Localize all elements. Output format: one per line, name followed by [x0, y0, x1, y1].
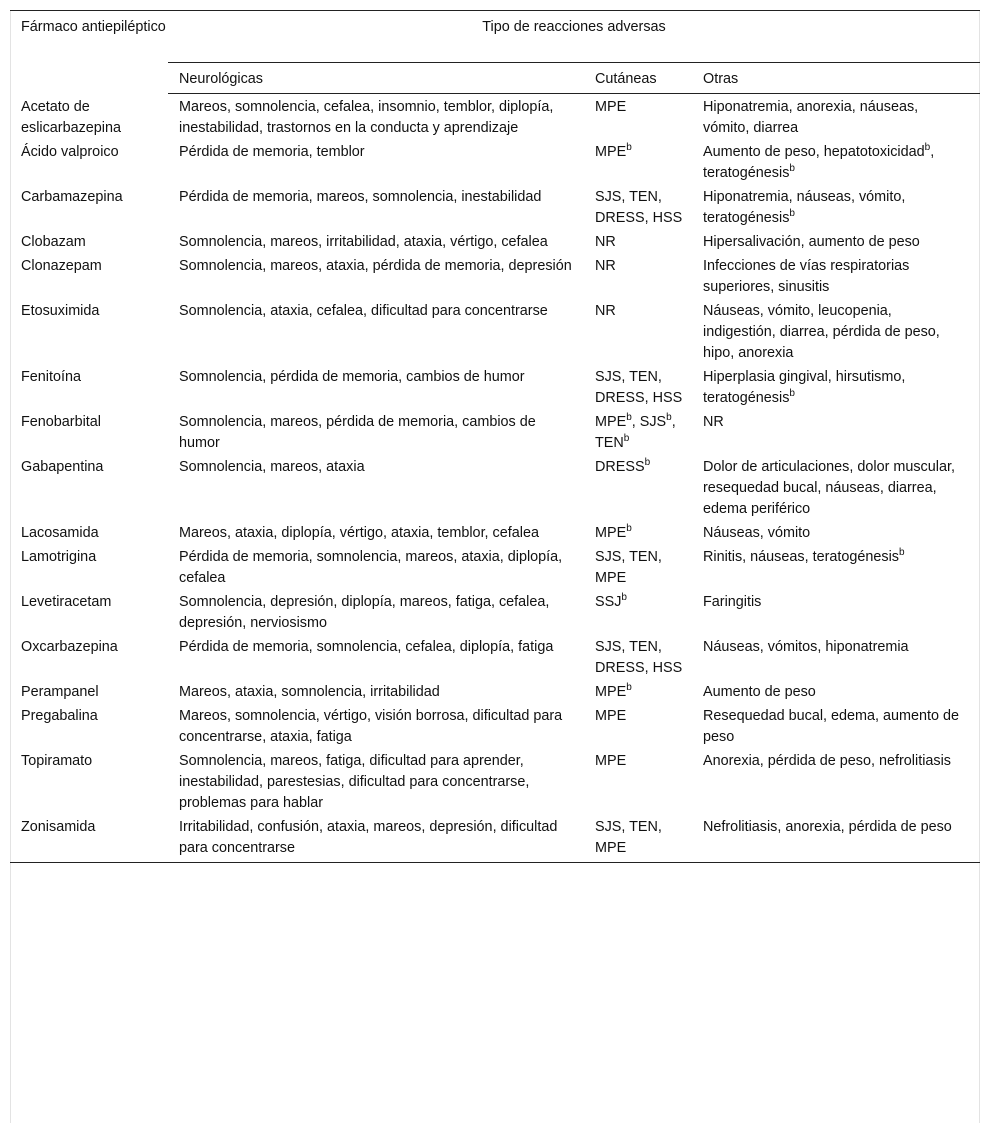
- header-row-group: [10, 11, 980, 63]
- cell-text: , teratogénesis: [703, 144, 935, 181]
- table-row: [10, 410, 980, 455]
- cell-drug: Clonazepam: [21, 258, 102, 274]
- cell-text: Infecciones de vías respiratorias superiores, sinusitis: [703, 258, 910, 295]
- header-otras: Otras: [692, 63, 980, 94]
- cell-otras: [692, 254, 980, 299]
- cell-text: Dolor de articulaciones, dolor muscular, resequedad bucal, náuseas, diarrea, edema periférico: [703, 459, 955, 517]
- cell-cutaneas: [584, 185, 692, 230]
- cell-otras: [692, 230, 980, 254]
- cell-text: , SJS: [631, 414, 667, 430]
- cell-drug: Clobazam: [21, 234, 86, 250]
- footnote-marker: b: [626, 523, 632, 535]
- cell-drug: Fenitoína: [21, 369, 82, 385]
- cell-text: MPE: [595, 708, 627, 724]
- table-row: [10, 94, 980, 141]
- cell-cutaneas: [584, 521, 692, 545]
- cell-cutaneas: [584, 410, 692, 455]
- cell-otras: [692, 455, 980, 521]
- cell-text: Aumento de peso, hepatotoxicidad: [703, 144, 925, 160]
- cell-drug: Lamotrigina: [21, 549, 97, 565]
- cell-text: MPE: [595, 414, 627, 430]
- footnote-marker: b: [626, 142, 632, 154]
- cell-text: MPE: [595, 144, 627, 160]
- cell-otras: [692, 185, 980, 230]
- header-drug: Fármaco antiepiléptico: [10, 11, 168, 94]
- footnote-marker: b: [626, 682, 632, 694]
- table-row: [10, 545, 980, 590]
- cell-neurologicas: Somnolencia, mareos, irritabilidad, ataxia, vértigo, cefalea: [179, 234, 548, 250]
- cell-cutaneas: [584, 365, 692, 410]
- cell-drug: Lacosamida: [21, 525, 99, 541]
- table-row: [10, 455, 980, 521]
- cell-neurologicas: Somnolencia, mareos, ataxia: [179, 459, 365, 475]
- footnote-marker: b: [789, 208, 795, 220]
- footnote-marker: b: [789, 163, 795, 175]
- cell-text: NR: [595, 234, 616, 250]
- cell-cutaneas: [584, 680, 692, 704]
- table-row: [10, 749, 980, 815]
- cell-text: Náuseas, vómitos, hiponatremia: [703, 639, 909, 655]
- cell-text: MPE: [595, 99, 627, 115]
- table-row: [10, 185, 980, 230]
- cell-text: NR: [595, 258, 616, 274]
- cell-drug: Gabapentina: [21, 459, 104, 475]
- cell-text: Náuseas, vómito: [703, 525, 811, 541]
- cell-drug: Etosuximida: [21, 303, 100, 319]
- cell-text: Hiperplasia gingival, hirsutismo, teratogénesis: [703, 369, 906, 406]
- cell-otras: [692, 545, 980, 590]
- footnote-marker: b: [623, 433, 630, 445]
- cell-cutaneas: [584, 590, 692, 635]
- cell-otras: [692, 749, 980, 815]
- adverse-reactions-table: [10, 10, 980, 863]
- cell-text: MPE: [595, 684, 627, 700]
- cell-text: Hipersalivación, aumento de peso: [703, 234, 920, 250]
- cell-text: MPE: [595, 525, 627, 541]
- cell-cutaneas: [584, 230, 692, 254]
- footnote-marker: b: [626, 412, 632, 424]
- cell-otras: [692, 410, 980, 455]
- table-body: [10, 94, 980, 863]
- cell-neurologicas: Pérdida de memoria, somnolencia, cefalea, diplopía, fatiga: [179, 639, 554, 655]
- cell-neurologicas: Mareos, ataxia, somnolencia, irritabilidad: [179, 684, 440, 700]
- table-row: [10, 680, 980, 704]
- footnote-marker: b: [789, 388, 795, 400]
- cell-otras: [692, 590, 980, 635]
- cell-text: SJS, TEN, DRESS, HSS: [595, 639, 683, 676]
- cell-otras: [692, 299, 980, 365]
- cell-otras: [692, 140, 980, 185]
- cell-otras: [692, 704, 980, 749]
- cell-neurologicas: Somnolencia, pérdida de memoria, cambios de humor: [179, 369, 525, 385]
- table-row: [10, 635, 980, 680]
- cell-neurologicas: Pérdida de memoria, mareos, somnolencia, inestabilidad: [179, 189, 542, 205]
- footnote-marker: b: [924, 142, 931, 154]
- cell-neurologicas: Somnolencia, mareos, pérdida de memoria, cambios de humor: [179, 414, 536, 451]
- cell-cutaneas: [584, 749, 692, 815]
- cell-neurologicas: Mareos, ataxia, diplopía, vértigo, ataxia, temblor, cefalea: [179, 525, 539, 541]
- cell-text: Hiponatremia, náuseas, vómito, teratogénesis: [703, 189, 906, 226]
- table-row: [10, 299, 980, 365]
- cell-text: Aumento de peso: [703, 684, 816, 700]
- cell-text: Náuseas, vómito, leucopenia, indigestión, diarrea, pérdida de peso, hipo, anorexia: [703, 303, 940, 361]
- cell-text: MPE: [595, 753, 627, 769]
- footnote-marker: b: [621, 592, 627, 604]
- cell-otras: [692, 521, 980, 545]
- cell-drug: Oxcarbazepina: [21, 639, 118, 655]
- cell-cutaneas: [584, 704, 692, 749]
- cell-text: Nefrolitiasis, anorexia, pérdida de peso: [703, 819, 952, 835]
- cell-drug: Acetato de eslicarbazepina: [21, 98, 121, 136]
- cell-text: Anorexia, pérdida de peso, nefrolitiasis: [703, 753, 951, 769]
- cell-text: Faringitis: [703, 594, 762, 610]
- cell-drug: Fenobarbital: [21, 414, 101, 430]
- table-row: [10, 254, 980, 299]
- cell-otras: [692, 680, 980, 704]
- cell-text: Rinitis, náuseas, teratogénesis: [703, 549, 899, 565]
- cell-neurologicas: Pérdida de memoria, somnolencia, mareos, ataxia, diplopía, cefalea: [179, 549, 563, 586]
- cell-cutaneas: [584, 299, 692, 365]
- cell-text: SJS, TEN, MPE: [595, 549, 662, 586]
- footnote-marker: b: [644, 457, 651, 469]
- cell-neurologicas: Mareos, somnolencia, vértigo, visión borrosa, dificultad para concentrarse, ataxia, fatiga: [179, 708, 563, 745]
- table-row: [10, 230, 980, 254]
- cell-cutaneas: [584, 140, 692, 185]
- cell-cutaneas: [584, 455, 692, 521]
- cell-neurologicas: Mareos, somnolencia, cefalea, insomnio, temblor, diplopía, inestabilidad, trastornos en la conducta y aprendizaje: [179, 99, 554, 136]
- footnote-marker: b: [898, 547, 905, 559]
- cell-neurologicas: Pérdida de memoria, temblor: [179, 144, 365, 160]
- table-row: [10, 590, 980, 635]
- cell-neurologicas: Somnolencia, ataxia, cefalea, dificultad para concentrarse: [179, 303, 548, 319]
- cell-text: SJS, TEN, DRESS, HSS: [595, 189, 683, 226]
- cell-text: SJS, TEN, MPE: [595, 819, 662, 856]
- cell-drug: Perampanel: [21, 684, 99, 700]
- cell-drug: Ácido valproico: [21, 144, 119, 160]
- cell-cutaneas: [584, 545, 692, 590]
- cell-text: Resequedad bucal, edema, aumento de peso: [703, 708, 960, 745]
- table-row: [10, 704, 980, 749]
- cell-text: NR: [595, 303, 616, 319]
- cell-text: DRESS: [595, 459, 645, 475]
- cell-cutaneas: [584, 254, 692, 299]
- cell-neurologicas: Somnolencia, depresión, diplopía, mareos, fatiga, cefalea, depresión, nerviosismo: [179, 594, 550, 631]
- cell-neurologicas: Somnolencia, mareos, fatiga, dificultad para aprender, inestabilidad, parestesias, dificultad para concentrarse, problemas para hablar: [179, 753, 530, 811]
- header-neurologicas: Neurológicas: [168, 63, 584, 94]
- cell-otras: [692, 815, 980, 863]
- header-cutaneas: Cutáneas: [584, 63, 692, 94]
- cell-cutaneas: [584, 94, 692, 141]
- cell-otras: [692, 94, 980, 141]
- cell-text: Hiponatremia, anorexia, náuseas, vómito, diarrea: [703, 99, 919, 136]
- cell-neurologicas: Somnolencia, mareos, ataxia, pérdida de memoria, depresión: [179, 258, 572, 274]
- cell-text: , TEN: [595, 414, 676, 451]
- cell-otras: [692, 635, 980, 680]
- cell-neurologicas: Irritabilidad, confusión, ataxia, mareos, depresión, dificultad para concentrarse: [168, 815, 584, 863]
- cell-text: SJS, TEN, DRESS, HSS: [595, 369, 683, 406]
- cell-cutaneas: [584, 635, 692, 680]
- cell-cutaneas: [584, 815, 692, 863]
- header-reaction-type: Tipo de reacciones adversas: [168, 11, 980, 63]
- cell-text: SSJ: [595, 594, 622, 610]
- table-row: [10, 521, 980, 545]
- cell-drug: Levetiracetam: [21, 594, 112, 610]
- cell-drug: Zonisamida: [10, 815, 168, 863]
- footnote-marker: b: [666, 412, 672, 424]
- cell-drug: Topiramato: [21, 753, 93, 769]
- cell-drug: Carbamazepina: [21, 189, 123, 205]
- table-row: [10, 815, 980, 863]
- cell-text: NR: [703, 414, 724, 430]
- table-row: [10, 365, 980, 410]
- cell-drug: Pregabalina: [21, 708, 98, 724]
- table-row: [10, 140, 980, 185]
- cell-otras: [692, 365, 980, 410]
